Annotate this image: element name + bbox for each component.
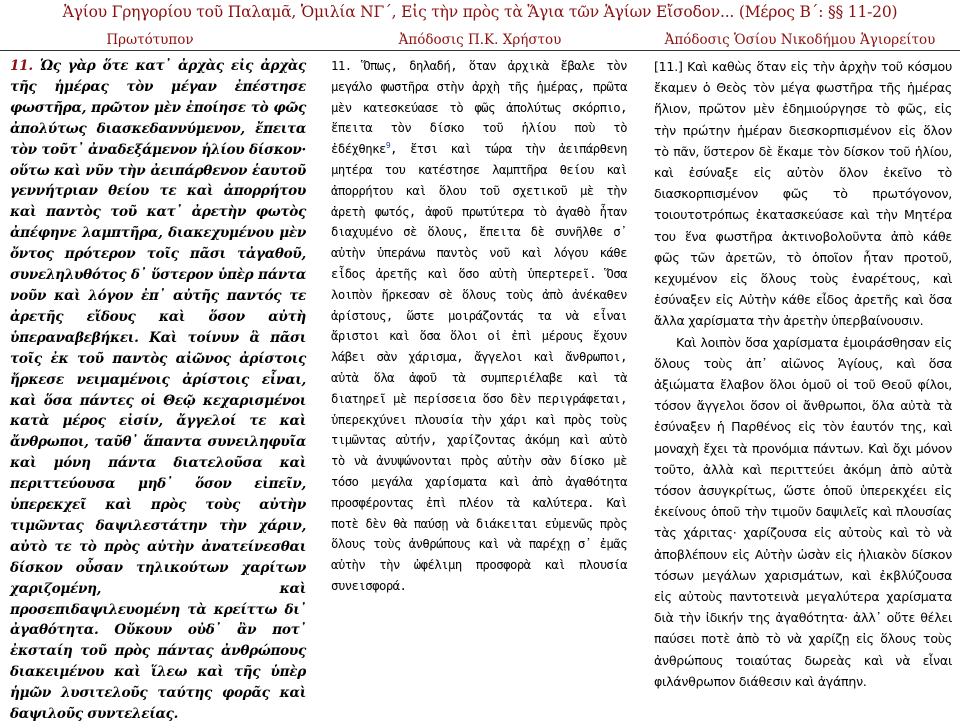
footnote-reference[interactable]: 9 bbox=[385, 141, 391, 151]
section-marker: [11.] bbox=[654, 59, 683, 74]
section-marker: 11. bbox=[10, 58, 33, 74]
column-original bbox=[10, 56, 306, 723]
header-translation-christou: Ἀπόδοσις Π.Κ. Χρήστου bbox=[398, 32, 562, 48]
column-headers bbox=[0, 32, 960, 52]
column-translation-nikodemos bbox=[654, 56, 952, 689]
paragraph-nikodemos-1 bbox=[654, 56, 952, 332]
paragraph-text: Ὡς γὰρ ὅτε κατ᾽ ἀρχὰς εἰς ἀρχὰς τῆς ἡμέρας τὸν μέγαν ἐπέστησε φωστῆρα, πρῶτον μὲν ἐποίησε τὸ φῶς ἀπολύτως διασκεδαννύμενον, ἔπειτα τὸν τοῦτ᾽ ἀναδεξάμενον ἡλίου δίσκον· οὕτω καὶ νῦν τὴν ἀειπάρθενον ἑαυτοῦ γεννήτριαν θείου τε καὶ ἀπορρήτου καὶ παντὸς τοῦ κατ᾽ ἀρετὴν φωτὸς ἀπέφηνε λαμπτῆρα, διακεχυμένου μὲν ὄντος πρότερον τοῖς πᾶσι τἀγαθοῦ, συνεληλυθότος δ᾽ ὕστερον ὑπὲρ πάντα νοῦν καὶ λόγον ἐπ᾽ αὐτῆς παντός τε ἀρετῆς εἴδους καὶ ὅσον αὐτὴ ὑπεραναβεβήκει. Καὶ τοίνυν ἃ πᾶσι τοῖς ἐκ τοῦ παντὸς αἰῶνος ἀρίστοις ἤρκεσε νειμαμένοις ἀρίστοις εἶναι, καὶ ὅσα πάντες οἱ Θεῷ κεχαρισμένοι κατὰ μέρος εἰσίν, ἄγγελοί τε καὶ ἄνθρωποι, ταῦθ᾽ ἅπαντα συνειληφυῖα καὶ μόνη πάντα διατελοῦσα καὶ περιττεύουσα μηδ᾽ ὅσον εἰπεῖν, ὑπερεκχεῖ καὶ πρὸς τοὺς αὐτὴν τιμῶντας δαψιλεστάτην τὴν χάριν, αὐτὸ τε τὸ πρὸς αὐτὴν ἀνατείνεσθαι δίσκον οὖσαν τηλικούτων χαρίτων χαριζομένη, καὶ προσεπιδαψιλευομένη τὰ κρείττω δι᾽ ἀγαθότητα. Οὔκουν οὐδ᾽ ἂν ποτ᾽ ἐκσταίη τοῦ πρὸς πάντας ἀνθρώπους διακειμένου καὶ ἵλεω καὶ τῆς ὑπὲρ ἡμῶν λυσιτελοῦς ταύτης φορᾶς καὶ δαψιλοῦς συντελείας. bbox=[10, 58, 306, 723]
paragraph-nikodemos-2: Καὶ λοιπὸν ὅσα χαρίσματα ἐμοιράσθησαν εἰς ὅλους τοὺς ἀπ᾽ αἰῶνος Ἁγίους, καὶ ὅσα ἀξιώματα ἔλαβον ὅλοι ὁμοῦ οἱ τοῦ Θεοῦ φίλοι, τόσον ἄγγελοι ὅσον οἱ ἄνθρωποι, ὅλα αὐτὰ τὰ ἐσύναξεν ἡ Παρθένος εἰς τὸν ἑαυτόν της, καὶ μοναχὴ ἔχει τὰ προνόμια πάντων. Καὶ ὄχι μόνον τοῦτο, ἀλλὰ καὶ περιττεύει ἀκόμη ἀπὸ αὐτὰ τόσον ἀσυγκρίτως, ὥστε ὁποῦ ὑπερεκχέει εἰς ἐκείνους ὁποῦ τὴν τιμοῦν δαψιλεῖς καὶ πλουσίας τὰς χάριτας· χαρίζουσα εἰς αὐτοὺς καὶ τὸ νὰ ἀποβλέπουν εἰς Αὐτὴν ὡσὰν εἰς ἡλιακὸν δίσκον τόσων μεγάλων χαρισμάτων, καὶ ἐκβλύζουσα εἰς αὐτοὺς παντοτεινὰ μεγαλύτερα χαρίσματα διὰ τὴν ἰδικήν της ἀγαθότητα· ἀλλ᾽ οὔτε θέλει παύσει ποτὲ ἀπὸ τὸ νὰ χαρίζῃ εἰς ὅλους τοὺς ἀνθρώπους τοιαύτας δωρεὰς καὶ νὰ εἶναι φιλάνθρωπον διάθεσιν καὶ ἀγάπην. bbox=[654, 334, 952, 689]
paragraph-text: Καὶ καθὼς ὅταν εἰς τὴν ἀρχὴν τοῦ κόσμου ἔκαμεν ὁ Θεὸς τὸν μέγα φωστῆρα τῆς ἡμέρας ἥλιον, πρῶτον μὲν ἐδημιούργησε τὸ φῶς, εἰς τὴν πρώτην ἡμέραν διεσκορπισμένον εἰς ὅλον τὸ πᾶν, ὕστερον δὲ ἔκαμε τὸν δίσκον τοῦ ἡλίου, καὶ ἐσύναξε εἰς αὐτὸν ὅλον ἐκεῖνο τὸ διασκορπισμένον φῶς τὸ πρωτόγονον, τοιουτοτρόπως ἐκατασκεύασε καὶ τὴν Μητέρα του ἕνα φωστῆρα ἀκτινοβολοῦντα ἀπὸ κάθε φῶς τῶν ἀρετῶν, τὸ ὁποῖον ἦταν προτοῦ, κεχυμένον εἰς ὅλους τοὺς ἐναρέτους, καὶ ἐσύναξεν εἰς Αὐτὴν κάθε εἶδος ἀρετῆς καὶ ὅσα ἄλλα χαρίσματα τὴν ἀρετὴν ὑπερβαίνουσιν. bbox=[654, 59, 952, 329]
header-translation-nikodemos: Ἀπόδοσις Ὁσίου Νικοδήμου Ἁγιορείτου bbox=[664, 32, 936, 48]
paragraph-christou bbox=[331, 56, 627, 597]
paragraph-text-part-a: Ὅπως, δηλαδή, ὅταν ἀρχικὰ ἔβαλε τὸν μεγάλο φωστῆρα στὴν ἀρχὴ τῆς ἡμέρας, πρῶτα μὲν κατεσκεύασε τὸ φῶς ἀπολύτως σκόρπιο, ἔπειτα τὸν δίσκο τοῦ ἡλίου ποὺ τὸ ἐδέχθηκε bbox=[331, 59, 627, 157]
paragraph-text-part-b: , ἔτσι καὶ τώρα τὴν ἀειπάρθενη μητέρα του κατέστησε λαμπτῆρα θείου καὶ ἀπορρήτου καὶ ὅλου τοῦ σχετικοῦ μὲ τὴν ἀρετὴ φωτός, ἀφοῦ πρωτύτερα τὸ ἀγαθὸ ἦταν διαχυμένο σὲ ὅλους, ἔπειτα δὲ συνῆλθε σ᾽ αὐτὴν ὑπεράνω παντὸς νοῦ καὶ λόγου κάθε εἶδος ἀρετῆς καὶ ὅσο αὐτὴ ὑπερτερεῖ. Ὅσα λοιπὸν ἤρκεσαν σὲ ὅλους τοὺς ἀπὸ ἀνέκαθεν ἀρίστους, ὥστε μοιράζοντάς τα νὰ εἶναι ἄριστοι καὶ ὅσα ὅλοι οἱ ἐπὶ μέρους ἔχουν λάβει σὰν χάρισμα, ἄγγελοι καὶ ἄνθρωποι, αὐτὰ ὅλα ἀφοῦ τὰ συμπεριέλαβε καὶ τὰ διατηρεῖ μὲ περίσσεια ὅσο δὲν περιγράφεται, ὑπερεκχύνει πλουσία τὴν χάρι καὶ πρὸς τοὺς τιμῶντας αὐτήν, χαρίζοντας ἀκόμη καὶ αὐτὸ τὸ νὰ ἀνυψώνονται πρὸς αὐτὴν σὰν δίσκο μὲ τόσο μεγάλα χαρίσματα καὶ ἀπὸ ἀγαθότητα προσφέροντας ἐπὶ πλέον τὰ καλύτερα. Καὶ ποτὲ δὲν θὰ παύσῃ νὰ διάκειται εὐμενῶς πρὸς ὅλους τοὺς ἀνθρώπους καὶ νὰ παρέχῃ σ᾽ ἐμᾶς αὐτὴν τὴν ὠφέλιμη προσφορὰ καὶ πλουσία συνεισφορά. bbox=[331, 142, 627, 593]
section-marker: 11. bbox=[331, 59, 352, 73]
column-translation-christou bbox=[331, 56, 627, 656]
header-divider bbox=[0, 50, 960, 51]
page-title: Ἁγίου Γρηγορίου τοῦ Παλαμᾶ, Ὁμιλία ΝΓ΄, Εἰς τὴν πρὸς τὰ Ἅγια τῶν Ἁγίων Εἴσοδον... (Μέρος Β΄: §§ 11-20) bbox=[62, 3, 898, 21]
header-original: Πρωτότυπον bbox=[106, 32, 194, 48]
paragraph-original bbox=[10, 56, 306, 725]
